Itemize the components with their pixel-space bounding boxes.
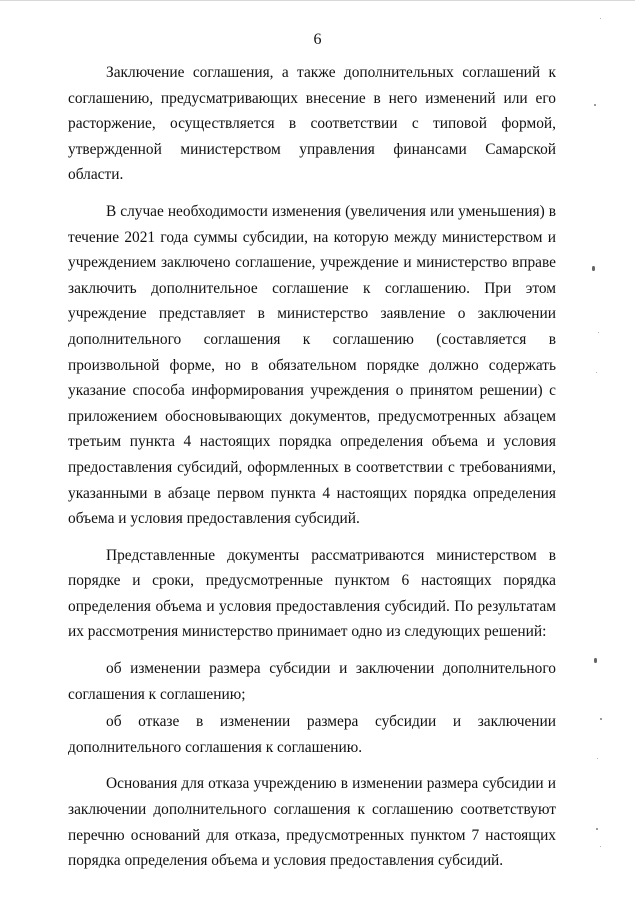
scan-speck <box>598 332 599 333</box>
page-number: 6 <box>313 31 322 48</box>
scan-speck <box>600 846 601 847</box>
list-item-decision-approve: об изменении размера субсидии и заключении дополнительного соглашения к соглашению; <box>68 660 556 703</box>
scan-speck <box>594 104 596 106</box>
paragraph-agreement-form: Заключение соглашения, а также дополнительных соглашений к соглашению, предусматривающих внесение в него изменений или его расторжение, осуществляется в соответствии с типовой формой, утвержденной министерством управления финансами Самарской области. <box>68 64 556 184</box>
scan-speck <box>596 372 597 373</box>
scan-speck <box>600 718 602 720</box>
paragraph-refusal-grounds: Основания для отказа учреждению в изменении размера субсидии и заключении дополнительного соглашения к соглашению соответствуют перечню оснований для отказа, предусмотренных пунктом 7 настоящих порядка определения объема и условия предоставления субсидий. <box>68 775 556 870</box>
scan-speck <box>596 828 598 830</box>
scan-speck <box>600 18 601 19</box>
scan-top-edge <box>0 0 635 1</box>
document-body <box>68 60 556 885</box>
scan-speck <box>594 658 597 663</box>
list-item-decision-refuse: об отказе в изменении размера субсидии и заключении дополнительного соглашения к соглашению. <box>68 713 556 756</box>
scan-speck <box>597 758 598 759</box>
paragraph-subsidy-change: В случае необходимости изменения (увеличения или уменьшения) в течение 2021 года суммы субсидии, на которую между министерством и учреждением заключено соглашение, учреждение и министерство вправе заключить дополнительное соглашение к соглашению. При этом учреждение представляет в министерство заявление о заключении дополнительного соглашения к соглашению (составляется в произвольной форме, но в обязательном порядке должно содержать указание способа информирования учреждения о принятом решении) с приложением обосновывающих документов, предусмотренных абзацем третьим пункта 4 настоящих порядка определения объема и условия предоставления субсидий, оформленных в соответствии с требованиями, указанными в абзаце первом пункта 4 настоящих порядка определения объема и условия предоставления субсидий. <box>68 202 556 528</box>
paragraph-review-procedure: Представленные документы рассматриваются министерством в порядке и сроки, предусмотренные пунктом 6 настоящих порядка определения объема и условия предоставления субсидий. По результатам их рассмотрения министерство принимает одно из следующих решений: <box>68 546 556 641</box>
scan-speck <box>592 266 595 271</box>
